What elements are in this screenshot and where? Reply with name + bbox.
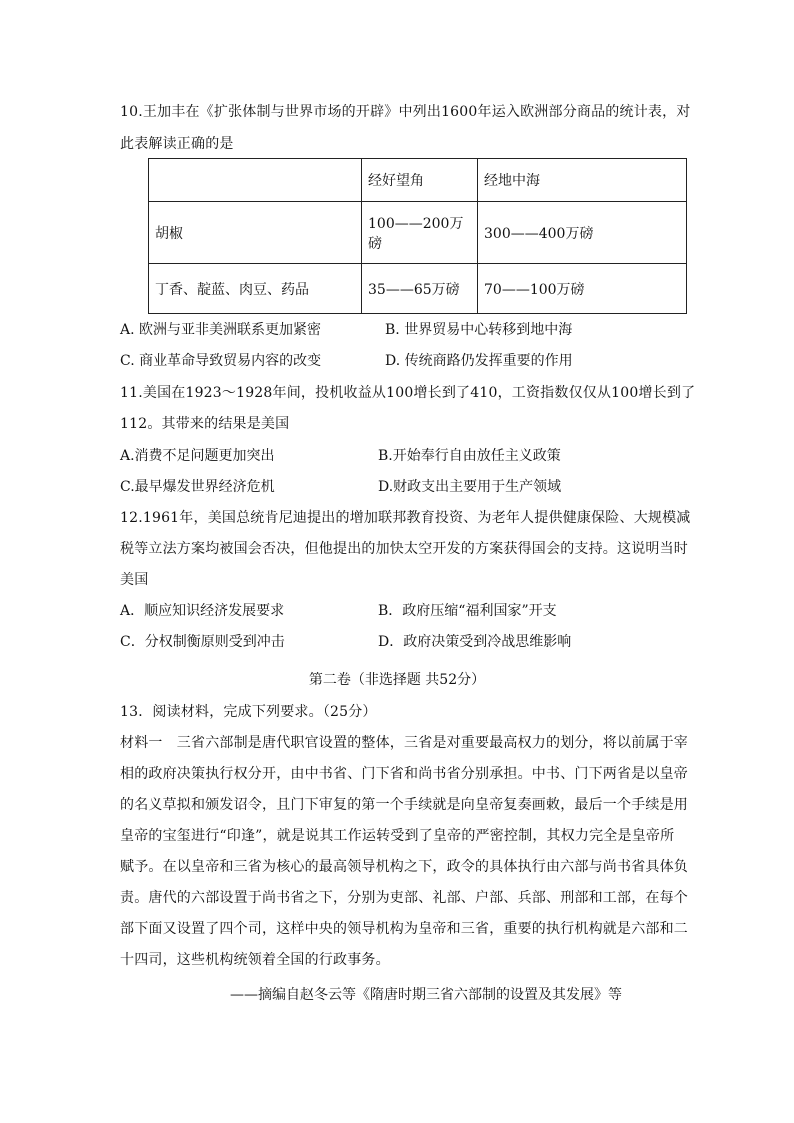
q13-material-line: 皇帝的宝玺进行“印逢”，就是说其工作运转受到了皇帝的严密控制，其权力完全是皇帝所 xyxy=(120,828,675,844)
q12-stem-line1: 12.1961年，美国总统肯尼迪提出的增加联邦教育投资、为老年人提供健康保险、大规模减 xyxy=(120,510,691,526)
q11-option-b[interactable]: B.开始奉行自由放任主义政策 xyxy=(378,448,561,464)
q11-stem-line2: 112。其带来的结果是美国 xyxy=(120,416,290,432)
table-header-row xyxy=(149,159,687,202)
table-header-cell xyxy=(149,159,362,202)
q10-option-b[interactable]: B. 世界贸易中心转移到地中海 xyxy=(385,322,573,338)
q12-option-a[interactable]: A．顺应知识经济发展要求 xyxy=(120,603,285,619)
q12-option-b[interactable]: B．政府压缩“福利国家”开支 xyxy=(378,603,557,619)
table-cell: 35——65万磅 xyxy=(362,264,478,314)
q10-option-c[interactable]: C. 商业革命导致贸易内容的改变 xyxy=(120,353,322,369)
section-title: 第二卷（非选择题 共52分） xyxy=(308,672,486,688)
q13-stem: 13．阅读材料，完成下列要求。（25分） xyxy=(120,704,377,720)
table-cell: 胡椒 xyxy=(149,202,362,264)
q11-option-a[interactable]: A.消费不足问题更加突出 xyxy=(120,448,275,464)
q11-stem-line1: 11.美国在1923～1928年间，投机收益从100增长到了410，工资指数仅仅从100增长到了 xyxy=(120,385,696,401)
q12-option-c[interactable]: C．分权制衡原则受到冲击 xyxy=(120,634,285,650)
table-cell: 100——200万磅 xyxy=(362,202,478,264)
table-cell: 300——400万磅 xyxy=(478,202,687,264)
table-row xyxy=(149,264,687,314)
q13-material-line: 部下面又设置了四个司，这样中央的领导机构为皇帝和三省，重要的执行机构就是六部和二 xyxy=(120,921,688,937)
q13-material-line: 材料一 三省六部制是唐代职官设置的整体，三省是对重要最高权力的划分，将以前属于宰 xyxy=(120,735,688,751)
q11-option-c[interactable]: C.最早爆发世界经济危机 xyxy=(120,479,275,495)
q13-source-citation: ——摘编自赵冬云等《隋唐时期三省六部制的设置及其发展》等 xyxy=(230,987,622,1003)
q13-material-line: 赋予。在以皇帝和三省为核心的最高领导机构之下，政令的具体执行由六部与尚书省具体负 xyxy=(120,859,688,875)
q12-option-d[interactable]: D．政府决策受到冷战思维影响 xyxy=(378,634,572,650)
q10-stem-line2: 此表解读正确的是 xyxy=(120,136,234,152)
q12-stem-line3: 美国 xyxy=(120,572,149,588)
q10-stem-line1: 10.王加丰在《扩张体制与世界市场的开辟》中列出1600年运入欧洲部分商品的统计表，对 xyxy=(120,104,691,120)
q10-option-d[interactable]: D. 传统商路仍发挥重要的作用 xyxy=(385,353,573,369)
q13-material-line: 责。唐代的六部设置于尚书省之下，分别为吏部、礼部、户部、兵部、刑部和工部，在每个 xyxy=(120,890,688,906)
q13-material-line: 的名义草拟和颁发诏令，且门下审复的第一个手续就是向皇帝复奏画敕，最后一个手续是用 xyxy=(120,797,688,813)
q13-material-line: 相的政府决策执行权分开，由中书省、门下省和尚书省分别承担。中书、门下两省是以皇帝 xyxy=(120,766,688,782)
table-cell: 70——100万磅 xyxy=(478,264,687,314)
table-cell: 丁香、靛蓝、肉豆、药品 xyxy=(149,264,362,314)
q13-material-line: 十四司，这些机构统领着全国的行政事务。 xyxy=(120,952,390,968)
q10-statistics-table xyxy=(148,158,687,314)
q12-stem-line2: 税等立法方案均被国会否决，但他提出的加快太空开发的方案获得国会的支持。这说明当时 xyxy=(120,541,688,557)
table-header-cell: 经好望角 xyxy=(362,159,478,202)
table-header-cell: 经地中海 xyxy=(478,159,687,202)
q11-option-d[interactable]: D.财政支出主要用于生产领域 xyxy=(378,479,562,495)
q10-option-a[interactable]: A. 欧洲与亚非美洲联系更加紧密 xyxy=(120,322,322,338)
table-row xyxy=(149,202,687,264)
